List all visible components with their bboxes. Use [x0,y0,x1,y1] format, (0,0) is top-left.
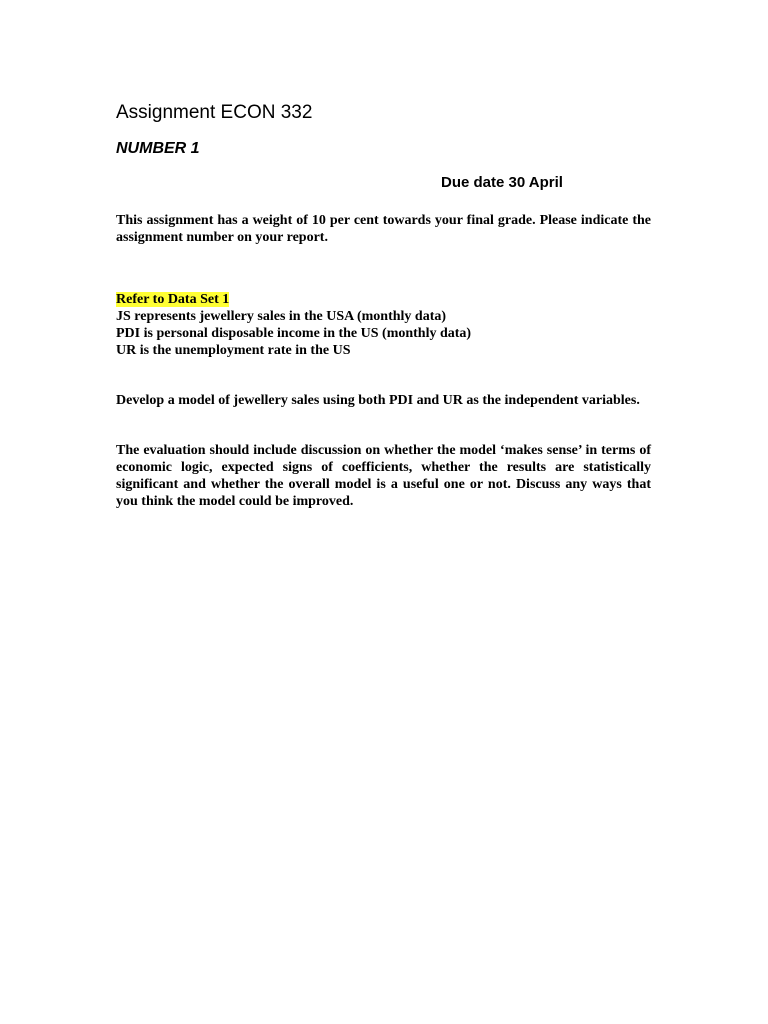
data-set-line-js: JS represents jewellery sales in the USA (monthly data) [116,309,447,324]
document-title: Assignment ECON 332 [116,102,313,123]
data-set-block [116,291,651,359]
due-date: Due date 30 April [441,174,563,191]
evaluation-paragraph: The evaluation should include discussion on whether the model ‘makes sense’ in terms of economic logic, expected signs of coefficients, whether the results are statistically significant and whether the overall model is a useful one or not. Discuss any ways that you think the model could be improved. [116,443,651,509]
assignment-number: NUMBER 1 [116,140,200,157]
intro-paragraph: This assignment has a weight of 10 per cent towards your final grade. Please indicate the assignment number on your report. [116,213,651,245]
data-set-heading: Refer to Data Set 1 [116,292,230,307]
data-set-line-pdi: PDI is personal disposable income in the US (monthly data) [116,326,472,341]
data-set-line-ur: UR is the unemployment rate in the US [116,343,351,358]
task-paragraph: Develop a model of jewellery sales using both PDI and UR as the independent variables. [116,393,640,408]
